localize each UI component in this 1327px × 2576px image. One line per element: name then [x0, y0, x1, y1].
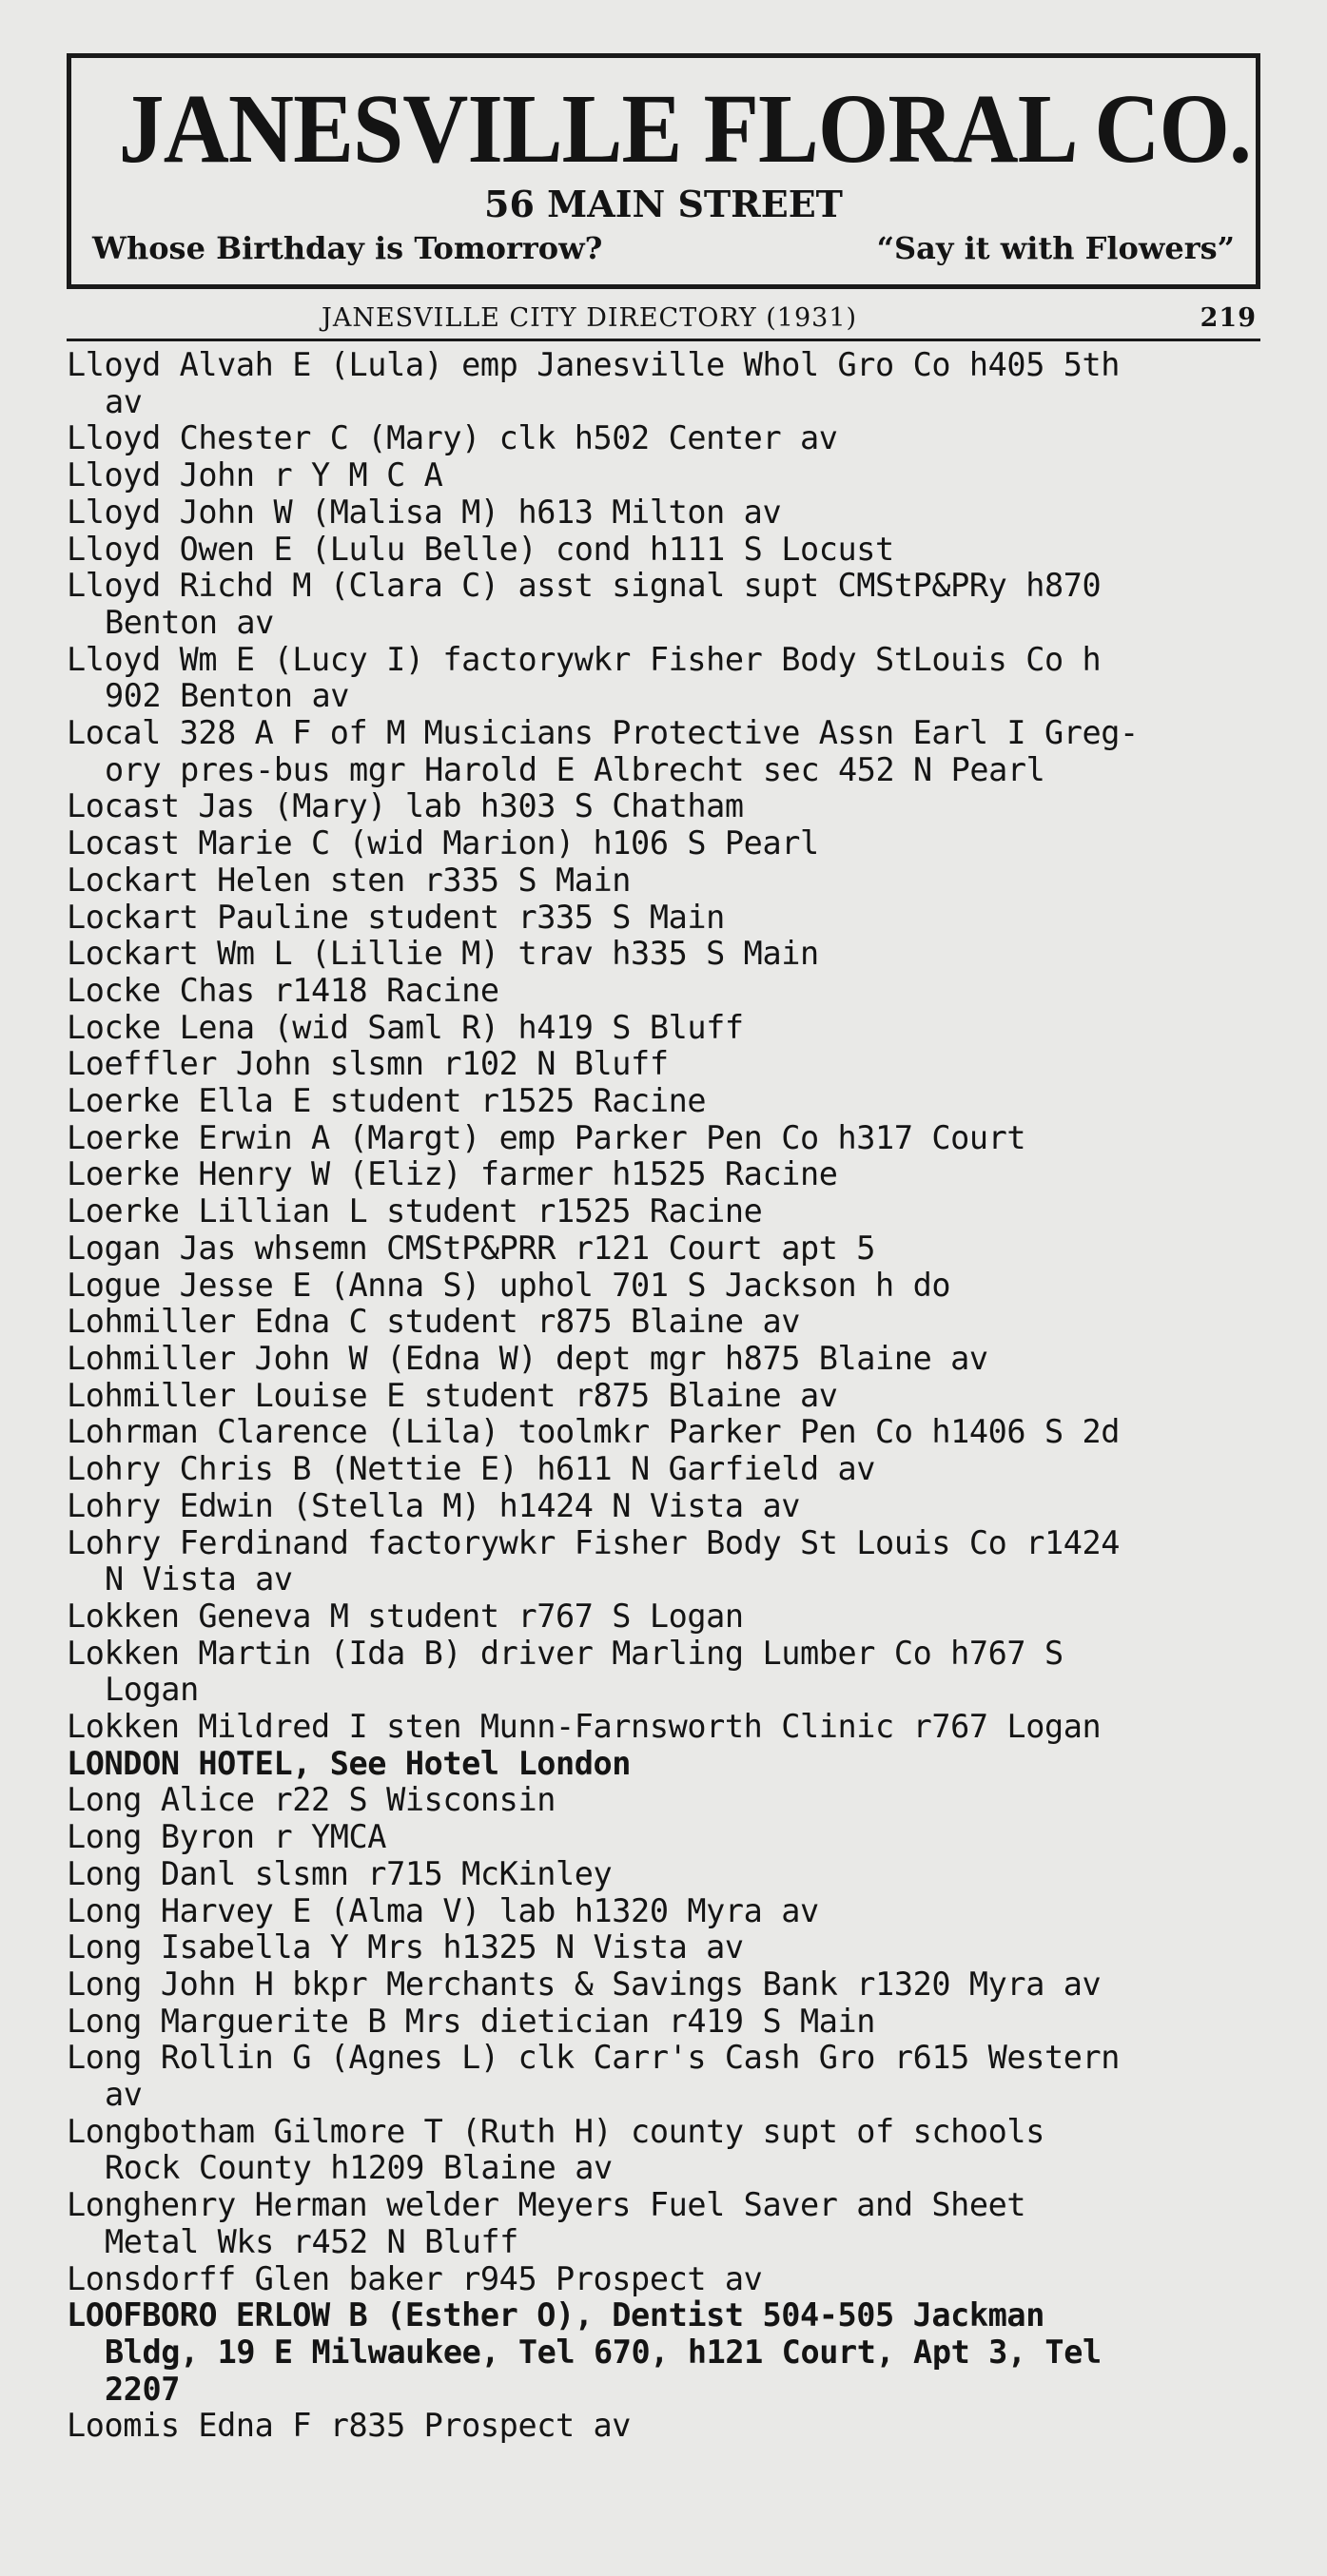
directory-entry [67, 1083, 1260, 1120]
entry-text: Lockart Pauline student r335 S Main [67, 898, 725, 936]
directory-entry [67, 715, 1260, 788]
entry-text: Longbotham Gilmore T (Ruth H) county supt of schools [67, 2112, 1044, 2150]
entry-text: Long Rollin G (Agnes L) clk Carr's Cash Gro r615 Western [67, 2039, 1121, 2077]
directory-entry [67, 1819, 1260, 1856]
entry-text: Long Isabella Y Mrs h1325 N Vista av [67, 1928, 744, 1966]
directory-entry [67, 1120, 1260, 1157]
directory-entry [67, 1268, 1260, 1305]
entry-text: Lohry Ferdinand factorywkr Fisher Body St Louis Co r1424 [67, 1523, 1121, 1561]
entry-text: Logue Jesse E (Anna S) uphol 701 S Jackson h do [67, 1266, 951, 1304]
floral-advertisement [67, 53, 1260, 289]
entry-text: Loomis Edna F r835 Prospect av [67, 2407, 632, 2445]
entry-text: Lloyd John W (Malisa M) h613 Milton av [67, 493, 782, 531]
entry-text: Locast Jas (Mary) lab h303 S Chatham [67, 787, 744, 825]
directory-entry [67, 1966, 1260, 2004]
directory-entry [67, 1010, 1260, 1047]
entry-text: Long Marguerite B Mrs dietician r419 S Main [67, 2002, 876, 2040]
entry-text: Loerke Ella E student r1525 Racine [67, 1082, 707, 1120]
ad-slogan-left: Whose Birthday is Tomorrow? [92, 230, 603, 266]
entry-text: Long John H bkpr Merchants & Savings Bank r1320 Myra av [67, 1965, 1102, 2003]
directory-entry [67, 1929, 1260, 1966]
directory-entry [67, 1451, 1260, 1488]
directory-entry [67, 1636, 1260, 1709]
directory-entry [67, 2261, 1260, 2298]
entry-text: Lloyd Owen E (Lulu Belle) cond h111 S Locust [67, 530, 894, 568]
entry-text: Loerke Henry W (Eliz) farmer h1525 Racine [67, 1155, 838, 1193]
entry-text: N Vista av [105, 1560, 293, 1598]
entry-text: Locke Lena (wid Saml R) h419 S Bluff [67, 1008, 744, 1046]
entry-text: Lohry Chris B (Nettie E) h611 N Garfield av [67, 1450, 876, 1488]
directory-entry [67, 2297, 1260, 2408]
directory-entry [67, 825, 1260, 862]
ad-slogan-right: “Say it with Flowers” [876, 230, 1235, 266]
entry-text: Lokken Mildred I sten Munn-Farnsworth Clinic r767 Logan [67, 1708, 1102, 1746]
entry-text: Lohrman Clarence (Lila) toolmkr Parker Pen Co h1406 S 2d [67, 1413, 1121, 1451]
directory-entry [67, 1709, 1260, 1746]
entry-text: Locast Marie C (wid Marion) h106 S Pearl [67, 824, 819, 862]
directory-entry [67, 2004, 1260, 2041]
directory-entry [67, 532, 1260, 569]
entry-text: Loerke Lillian L student r1525 Racine [67, 1192, 763, 1230]
entry-text: ory pres-bus mgr Harold E Albrecht sec 452 N Pearl [105, 750, 1045, 788]
entry-text: LONDON HOTEL, See Hotel London [67, 1744, 632, 1782]
entry-text: Long Harvey E (Alma V) lab h1320 Myra av [67, 1891, 819, 1929]
directory-entry [67, 1046, 1260, 1083]
running-head [67, 302, 1260, 341]
entry-text: Long Danl slsmn r715 McKinley [67, 1854, 613, 1892]
directory-entry [67, 1304, 1260, 1341]
entry-text: Lockart Helen sten r335 S Main [67, 861, 632, 899]
entry-text: Longhenry Herman welder Meyers Fuel Saver and Sheet [67, 2186, 1026, 2224]
directory-entry [67, 1414, 1260, 1451]
ad-title: JANESVILLE FLORAL CO. [118, 74, 1252, 184]
entry-text: av [105, 382, 143, 420]
entry-text: Locke Chas r1418 Racine [67, 971, 499, 1009]
directory-entry [67, 1746, 1260, 1783]
directory-entry [67, 1230, 1260, 1268]
entry-text: Lloyd Alvah E (Lula) emp Janesville Whol Gro Co h405 5th [67, 346, 1121, 383]
ad-slogans [71, 229, 1256, 267]
directory-entry [67, 457, 1260, 494]
directory-entry [67, 642, 1260, 715]
directory-entry [67, 936, 1260, 973]
entry-text: Lloyd Wm E (Lucy I) factorywkr Fisher Body StLouis Co h [67, 640, 1102, 678]
entry-text: Lonsdorff Glen baker r945 Prospect av [67, 2259, 763, 2297]
entry-text: Long Alice r22 S Wisconsin [67, 1781, 556, 1819]
entry-text: 902 Benton av [105, 677, 349, 715]
entry-text: Bldg, 19 E Milwaukee, Tel 670, h121 Court, Apt 3, Tel [105, 2333, 1102, 2371]
entry-text: Lohry Edwin (Stella M) h1424 N Vista av [67, 1486, 800, 1524]
entry-text: Loeffler John slsmn r102 N Bluff [67, 1045, 669, 1083]
directory-entry [67, 568, 1260, 641]
directory-entry [67, 1782, 1260, 1819]
directory-entry [67, 788, 1260, 825]
directory-entry [67, 2408, 1260, 2445]
directory-entries [67, 347, 1260, 2445]
entry-text: Lohmiller Edna C student r875 Blaine av [67, 1303, 800, 1341]
entry-text: Logan [105, 1671, 199, 1709]
entry-text: Long Byron r YMCA [67, 1818, 387, 1856]
directory-entry [67, 2040, 1260, 2113]
entry-text: Metal Wks r452 N Bluff [105, 2222, 518, 2260]
entry-text: 2207 [105, 2370, 181, 2408]
entry-text: Lloyd Richd M (Clara C) asst signal supt CMStP&PRy h870 [67, 567, 1102, 605]
directory-entry [67, 1598, 1260, 1636]
directory-entry [67, 1156, 1260, 1193]
directory-entry [67, 420, 1260, 457]
directory-entry [67, 2114, 1260, 2187]
running-head-title: JANESVILLE CITY DIRECTORY (1931) [322, 303, 858, 333]
entry-text: Benton av [105, 603, 274, 641]
directory-entry [67, 1893, 1260, 1930]
entry-text: LOOFBORO ERLOW B (Esther O), Dentist 504-505 Jackman [67, 2296, 1044, 2334]
directory-entry [67, 1193, 1260, 1230]
entry-text: Loerke Erwin A (Margt) emp Parker Pen Co h317 Court [67, 1118, 1026, 1156]
entry-text: Lokken Martin (Ida B) driver Marling Lumber Co h767 S [67, 1634, 1064, 1672]
entry-text: Local 328 A F of M Musicians Protective Assn Earl I Greg- [67, 714, 1139, 752]
directory-entry [67, 1525, 1260, 1598]
directory-entry [67, 494, 1260, 532]
directory-entry [67, 347, 1260, 420]
entry-text: Logan Jas whsemn CMStP&PRR r121 Court apt 5 [67, 1229, 876, 1267]
directory-entry [67, 2187, 1260, 2260]
directory-entry [67, 1341, 1260, 1378]
directory-entry [67, 862, 1260, 900]
directory-entry [67, 1488, 1260, 1525]
directory-entry [67, 973, 1260, 1010]
entry-text: Lloyd John r Y M C A [67, 456, 443, 494]
ad-street: 56 MAIN STREET [484, 183, 843, 225]
entry-text: Lokken Geneva M student r767 S Logan [67, 1597, 744, 1635]
entry-text: Lloyd Chester C (Mary) clk h502 Center av [67, 419, 838, 457]
directory-entry [67, 1856, 1260, 1893]
page-number: 219 [1200, 303, 1257, 333]
entry-text: Rock County h1209 Blaine av [105, 2149, 613, 2187]
entry-text: Lockart Wm L (Lillie M) trav h335 S Main [67, 935, 819, 973]
directory-entry [67, 900, 1260, 937]
entry-text: av [105, 2076, 143, 2114]
directory-entry [67, 1378, 1260, 1415]
entry-text: Lohmiller John W (Edna W) dept mgr h875 Blaine av [67, 1339, 988, 1377]
entry-text: Lohmiller Louise E student r875 Blaine av [67, 1376, 838, 1414]
